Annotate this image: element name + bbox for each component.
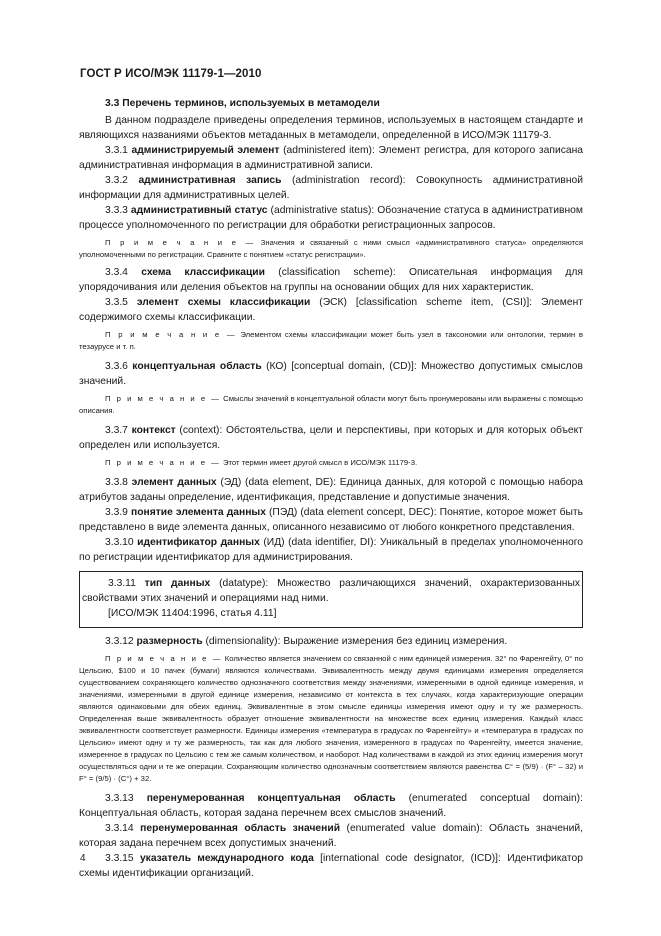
term-number: 3.3.2 (105, 175, 128, 186)
term-name: идентификатор данных (137, 537, 260, 548)
term-3-3-14 (79, 821, 583, 851)
term-number: 3.3.5 (105, 297, 128, 308)
term-reference: [ИСО/МЭК 11404:1996, статья 4.11] (108, 608, 277, 619)
term-name: контекст (131, 425, 176, 436)
term-definition: [international code designator, (ICD)]: Идентификатор схемы идентификации организаций. (79, 853, 583, 879)
term-3-3-2 (79, 173, 583, 203)
term-name: размерность (136, 636, 203, 647)
term-number: 3.3.15 (105, 853, 134, 864)
term-definition: (administration record): Совокупность административной информации для административных целей. (79, 175, 583, 201)
note-text: Количество является значением со связанной с ним единицей измерения. 32° по Фаренгейту, 0° по Цельсию, $100 и 10 пачек (бумаги) являются количествами. Эквивалентность между двумя единицами измерения определяется существованием сохраняющего количество однозначного соответствия между значениями, измеренными в одной единице измерения, и значениями, измеренными в другой единице измерения, независимо от контекста в тех случаях, когда характеризующие операции являются одинаковыми для обеих единиц. Эквивалентные в этом смысле единицы измерения имеют одну и ту же размерность. Определенная выше эквивалентность образует отношение эквивалентности на множестве всех единиц измерения. Каждый класс эквивалентности соответствует размерности. Единицы измерения «температура в градусах по Фаренгейту» и «температура в градусах по Цельсию» имеют одну и ту же размерность, так как для любого значения, измеренного в градусах по Фаренгейту, имеется значение, измеренное в градусах по Цельсию с тем же самым количеством, и наоборот. Над количествами в каждой из этих единиц измерения могут осуществляться одни и те же операции. Сохраняющим количество однозначным соответствием являются равенства С° = (5/9) · (F° – 32) и F° = (9/5) · (C°) + 32. (79, 654, 583, 783)
term-name: перенумерованная область значений (140, 823, 341, 834)
term-3-3-6 (79, 359, 583, 389)
section-number: 3.3 (105, 98, 120, 109)
term-name: администрируемый элемент (131, 145, 280, 156)
term-definition: (ПЭД) (data element concept, DEC): Понятие, которое может быть представлено в виде элемента данных, описанного независимо от любого конкретного представления. (79, 507, 583, 533)
page-number: 4 (80, 853, 86, 864)
note-3-3-7 (79, 457, 583, 469)
term-definition: (ЭД) (data element, DE): Единица данных, для которой с помощью набора атрибутов заданы определение, идентификация, представление и допустимые значения. (79, 477, 583, 503)
term-definition: (ИД) (data identifier, DI): Уникальный в пределах уполномоченного по регистрации идентификатор для администрирования. (79, 537, 583, 563)
section-title: Перечень терминов, используемых в метамодели (122, 98, 380, 109)
term-name: административный статус (130, 205, 268, 216)
note-3-3-6 (79, 393, 583, 417)
term-3-3-1 (79, 143, 583, 173)
term-definition: (administrative status): Обозначение статуса в административном процессе уполномоченного по регистрации для обработки регистрационных запросов. (79, 205, 583, 231)
term-name: элемент схемы классификации (136, 297, 311, 308)
note-3-3-12 (79, 653, 583, 785)
term-3-3-8 (79, 475, 583, 505)
term-3-3-7 (79, 423, 583, 453)
term-number: 3.3.14 (105, 823, 134, 834)
term-number: 3.3.9 (105, 507, 128, 518)
term-definition: (classification scheme): Описательная информация для упорядочивания или деления объектов на группы на основании общих для них характеристик. (79, 267, 583, 293)
section-heading (79, 96, 583, 111)
note-3-3-3 (79, 237, 583, 261)
term-number: 3.3.3 (105, 205, 128, 216)
note-text: Значения и связанный с ними смысл «административного статуса» определяются уполномоченными по регистрации. Сравните с понятием «статус регистрации». (79, 238, 583, 259)
term-definition: (КО) [conceptual domain, (CD)]: Множество допустимых смыслов значений. (79, 361, 583, 387)
note-label: П р и м е ч а н и е — (105, 238, 256, 247)
term-definition: (dimensionality): Выражение измерения без единиц измерения. (202, 636, 508, 647)
note-text: Элементом схемы классификации может быть узел в таксономии или онтологии, термин в тезаурусе и т. п. (79, 330, 583, 351)
term-definition: (context): Обстоятельства, цели и перспективы, при которых и для которых объект определен или используется. (79, 425, 583, 451)
term-name: понятие элемента данных (130, 507, 266, 518)
term-definition: (enumerated value domain): Область значений, которая задана перечнем всех допустимых значений. (79, 823, 583, 849)
note-3-3-5 (79, 329, 583, 353)
section-intro: В данном подразделе приведены определения терминов, используемых в настоящем стандарте и являющихся названиями объектов метаданных в метамодели, определенной в ИСО/МЭК 11179-3. (79, 115, 583, 141)
term-name: элемент данных (131, 477, 217, 488)
term-name: указатель международного кода (139, 853, 314, 864)
term-definition: (ЭСК) [classification scheme item, (CSI)]: Элемент содержимого схемы классификации. (79, 297, 583, 323)
document-header: ГОСТ Р ИСО/МЭК 11179-1—2010 (80, 68, 262, 80)
term-3-3-4 (79, 265, 583, 295)
term-3-3-9 (79, 505, 583, 535)
term-3-3-5 (79, 295, 583, 325)
term-number: 3.3.1 (105, 145, 128, 156)
note-label: П р и м е ч а н и е — (105, 654, 223, 663)
term-number: 3.3.8 (105, 477, 128, 488)
term-3-3-11 (80, 576, 582, 606)
term-number: 3.3.11 (108, 578, 136, 589)
content (79, 96, 583, 881)
term-definition: (administered item): Элемент регистра, для которого записана административная информация в административной записи. (79, 145, 583, 171)
term-number: 3.3.6 (105, 361, 128, 372)
term-3-3-15 (79, 851, 583, 881)
note-text: Смыслы значений в концептуальной области могут быть пронумерованы или выражены с помощью описания. (79, 394, 583, 415)
term-number: 3.3.13 (105, 793, 134, 804)
term-name: концептуальная область (132, 361, 262, 372)
term-name: административная запись (138, 175, 282, 186)
framed-term-box (79, 571, 583, 628)
term-name: схема классификации (141, 267, 265, 278)
term-number: 3.3.12 (105, 636, 134, 647)
term-name: перенумерованная концептуальная область (146, 793, 396, 804)
note-label: П р и м е ч а н и е — (105, 458, 221, 467)
term-number: 3.3.10 (105, 537, 134, 548)
term-3-3-12 (79, 634, 583, 649)
term-3-3-3 (79, 203, 583, 233)
term-3-3-13 (79, 791, 583, 821)
note-label: П р и м е ч а н и е — (105, 394, 221, 403)
term-number: 3.3.4 (105, 267, 128, 278)
note-text: Этот термин имеет другой смысл в ИСО/МЭК 11179-3. (222, 458, 418, 467)
term-3-3-10 (79, 535, 583, 565)
term-definition: (datatype): Множество различающихся значений, охарактеризованных свойствами этих значений и операциями над ними. (82, 578, 580, 604)
term-name: тип данных (144, 578, 211, 589)
term-number: 3.3.7 (105, 425, 128, 436)
note-label: П р и м е ч а н и е — (105, 330, 237, 339)
term-definition: (enumerated conceptual domain): Концептуальная область, которая задана перечнем всех смыслов значений. (79, 793, 583, 819)
